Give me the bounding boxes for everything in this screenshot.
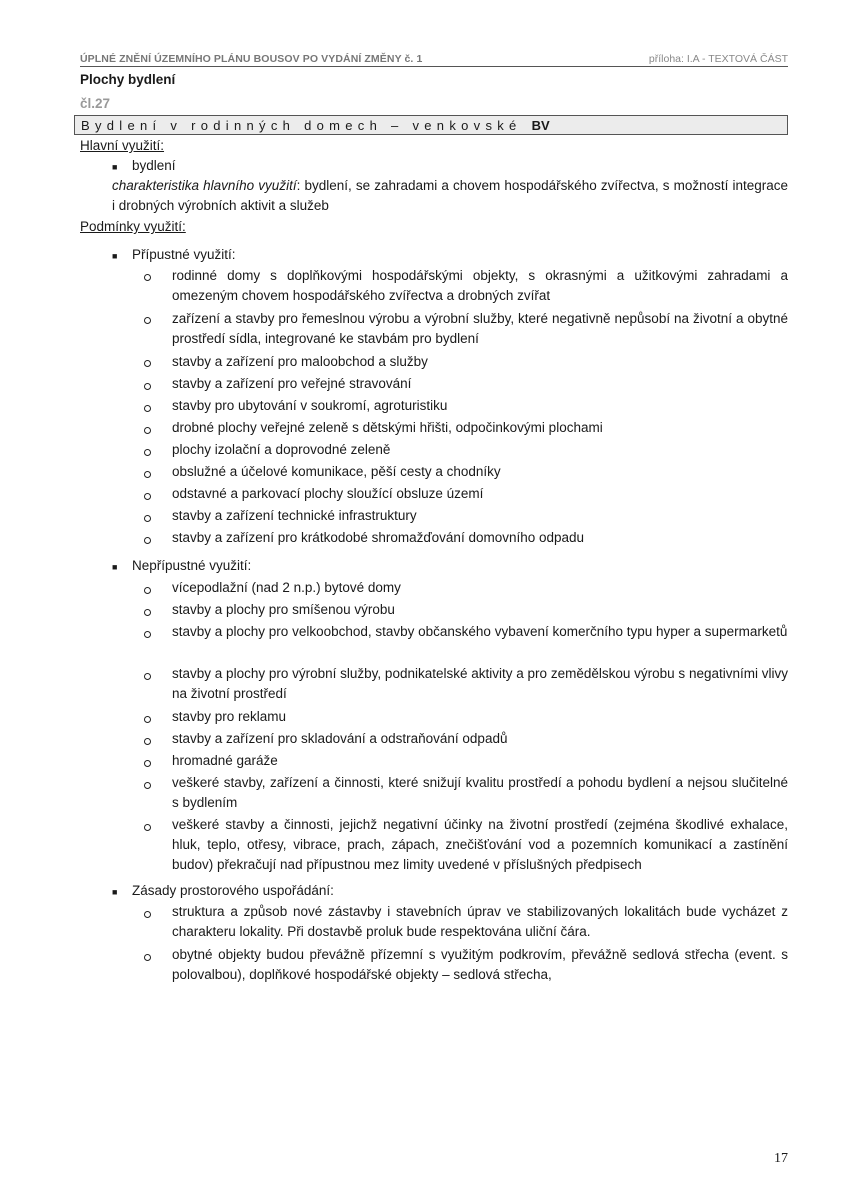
header-rule [80, 66, 788, 67]
bullet-circle-icon [144, 537, 151, 544]
bullet-circle-icon [144, 587, 151, 594]
list-item: stavby a zařízení technické infrastruktury [172, 508, 417, 523]
bullet-circle-icon [144, 782, 151, 789]
bullet-circle-icon [144, 449, 151, 456]
list-item: hromadné garáže [172, 753, 278, 768]
bullet-circle-icon [144, 471, 151, 478]
spatial-heading: Zásady prostorového uspořádání: [132, 883, 334, 898]
list-item: obslužné a účelové komunikace, pěší cesty a chodníky [172, 464, 501, 479]
list-item: stavby a zařízení pro maloobchod a služby [172, 354, 428, 369]
conditions-heading: Podmínky využití: [80, 219, 186, 234]
bullet-circle-icon [144, 824, 151, 831]
list-item: drobné plochy veřejné zeleně s dětskými hřišti, odpočinkovými plochami [172, 420, 603, 435]
list-item: stavby a zařízení pro veřejné stravování [172, 376, 412, 391]
bullet-circle-icon [144, 515, 151, 522]
bullet-square-icon: ■ [112, 251, 118, 261]
bullet-circle-icon [144, 954, 151, 961]
bullet-circle-icon [144, 274, 151, 281]
bullet-square-icon: ■ [112, 562, 118, 572]
permitted-heading: Přípustné využití: [132, 247, 236, 262]
list-item: veškeré stavby a činnosti, jejichž negativní účinky na životní prostředí (zejména škodlivé exhalace, hluk, teplo, otřesy, vibrace, prach, zápach, znečišťování vod a pozemních komunikací a zastínění budov) překračují nad přípustnou mez limity uvedené v příslušných předpisech [172, 817, 788, 872]
list-item: odstavné a parkovací plochy sloužící obsluze území [172, 486, 484, 501]
list-item: zařízení a stavby pro řemeslnou výrobu a výrobní služby, které negativně nepůsobí na životní a obytné prostředí sídla, integrované ke stavbám pro bydlení [172, 311, 788, 346]
bullet-square-icon: ■ [112, 887, 118, 897]
characteristic-text: : bydlení, se zahradami a chovem hospodářského zvířectva, s možností integrace i drobných výrobních aktivit a služeb [112, 178, 788, 213]
bullet-circle-icon [144, 716, 151, 723]
main-use-heading: Hlavní využití: [80, 138, 165, 153]
bullet-circle-icon [144, 405, 151, 412]
bullet-circle-icon [144, 493, 151, 500]
bullet-circle-icon [144, 360, 151, 367]
characteristic-label: charakteristika hlavního využití [112, 178, 297, 193]
bullet-circle-icon [144, 427, 151, 434]
list-item: plochy izolační a doprovodné zeleně [172, 442, 391, 457]
list-item: stavby pro ubytování v soukromí, agroturistiku [172, 398, 448, 413]
list-item: stavby a plochy pro smíšenou výrobu [172, 602, 395, 617]
main-use-characteristic [112, 176, 788, 216]
list-item: stavby pro reklamu [172, 709, 287, 724]
list-item: stavby a zařízení pro skladování a odstraňování odpadů [172, 731, 508, 746]
bullet-circle-icon [144, 760, 151, 767]
list-item: rodinné domy s doplňkovými hospodářskými objekty, s okrasnými a užitkovými zahradami a omezeným chovem hospodářského zvířectva a drobných zvířat [172, 268, 788, 303]
bullet-circle-icon [144, 609, 151, 616]
bullet-circle-icon [144, 673, 151, 680]
list-item: struktura a způsob nové zástavby i stavebních úprav ve stabilizovaných lokalitách bude vycházet z charakteru lokality. Při dostavbě proluk bude respektována uliční čára. [172, 904, 788, 939]
list-item: stavby a plochy pro velkoobchod, stavby občanského vybavení komerčního typu hyper a supermarketů [172, 624, 788, 639]
bullet-circle-icon [144, 738, 151, 745]
list-item: vícepodlažní (nad 2 n.p.) bytové domy [172, 580, 401, 595]
bullet-square-icon: ■ [112, 162, 118, 172]
prohibited-heading: Nepřípustné využití: [132, 558, 252, 573]
zone-title: Bydlení v rodinných domech – venkovské [81, 118, 522, 133]
bullet-circle-icon [144, 631, 151, 638]
zone-title-box [74, 115, 788, 135]
list-item: veškeré stavby, zařízení a činnosti, které snižují kvalitu prostředí a pohodu bydlení a nejsou slučitelné s bydlením [172, 775, 788, 810]
main-use-item: bydlení [132, 158, 176, 173]
header-title: ÚPLNÉ ZNĚNÍ ÚZEMNÍHO PLÁNU BOUSOV PO VYDÁNÍ ZMĚNY č. 1 [80, 53, 423, 65]
header-attachment: příloha: I.A - TEXTOVÁ ČÁST [648, 53, 788, 65]
bullet-circle-icon [144, 911, 151, 918]
zone-code: BV [531, 118, 550, 133]
list-item: stavby a plochy pro výrobní služby, podnikatelské aktivity a pro zemědělskou výrobu s negativními vlivy na životní prostředí [172, 666, 788, 701]
article-number: čl.27 [80, 96, 111, 111]
running-header [80, 53, 788, 65]
bullet-circle-icon [144, 317, 151, 324]
list-item: obytné objekty budou převážně přízemní s využitým podkrovím, převážně sedlová střecha (event. s polovalbou), doplňkové hospodářské objekty – sedlová střecha, [172, 947, 788, 982]
list-item: stavby a zařízení pro krátkodobé shromažďování domovního odpadu [172, 530, 585, 545]
bullet-circle-icon [144, 383, 151, 390]
page-number: 17 [774, 1151, 788, 1166]
section-title: Plochy bydlení [80, 72, 176, 87]
